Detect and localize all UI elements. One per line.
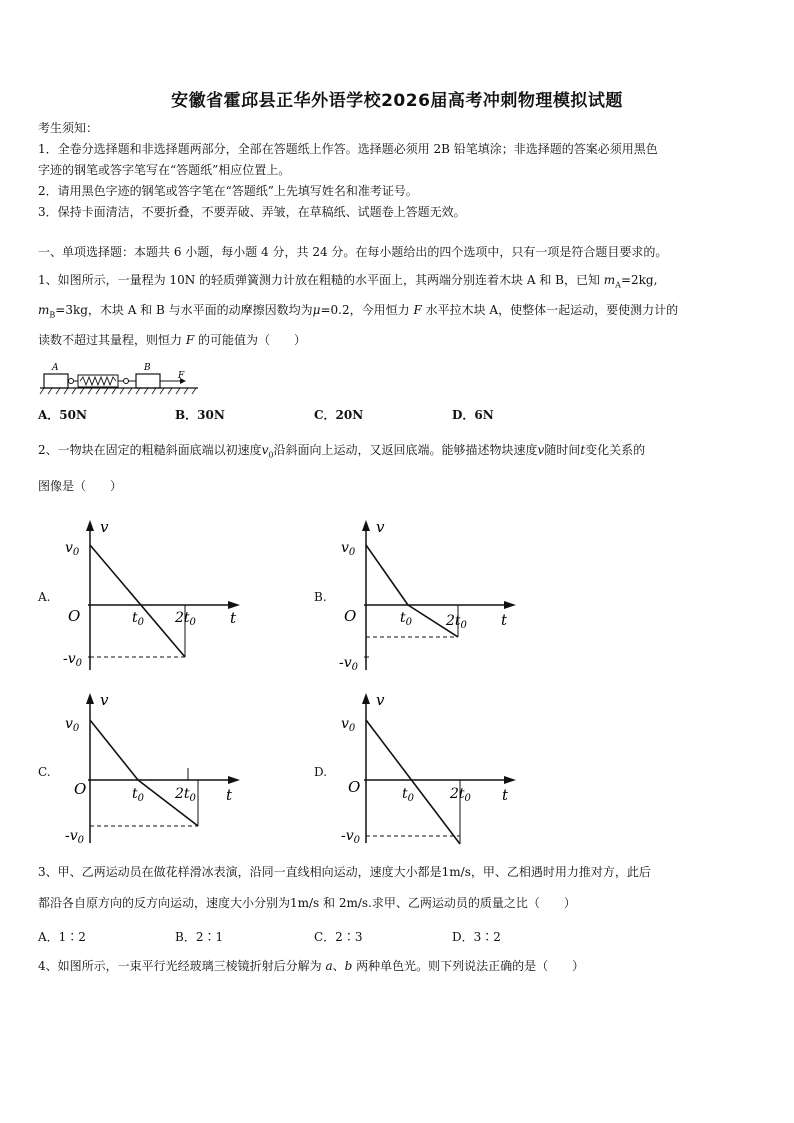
q1-option-a[interactable]: A．50N xyxy=(38,408,87,422)
q1-option-b[interactable]: B．30N xyxy=(175,408,225,422)
svg-text:-v0: $-v_0$ xyxy=(341,828,361,846)
graph-a[interactable] xyxy=(60,515,250,675)
q3-option-a[interactable]: A．1∶2 xyxy=(38,930,86,944)
q3-line-2: 都沿各自原方向的反方向运动，速度大小分别为1m/s 和 2m/s.求甲、乙两运动员的质量之比（ ） xyxy=(38,896,576,910)
q4-line-1: 4、如图所示，一束平行光经玻璃三棱镜折射后分解为 a、b 两种单色光。则下列说法正确的是（ ） xyxy=(38,959,585,973)
page-title: 安徽省霍邱县正华外语学校2026届高考冲刺物理模拟试题 xyxy=(171,91,623,111)
q1-spring-figure xyxy=(38,360,208,396)
graph-a-label[interactable]: A. xyxy=(38,590,51,604)
svg-text:v: v xyxy=(376,518,385,536)
svg-text:t0: $t_0$ xyxy=(132,610,145,628)
q3-option-c[interactable]: C．2∶3 xyxy=(314,930,363,944)
graph-d-label[interactable]: D. xyxy=(314,765,328,779)
svg-text:t: t xyxy=(226,786,233,804)
section-heading: 一、单项选择题：本题共 6 小题，每小题 4 分，共 24 分。在每小题给出的四个选项中，只有一项是符合题目要求的。 xyxy=(38,245,668,259)
svg-text:t: t xyxy=(502,786,509,804)
q1-option-c[interactable]: C．20N xyxy=(314,408,364,422)
svg-text:2t0: $2t_0$ xyxy=(446,613,467,631)
q1-option-d[interactable]: D．6N xyxy=(452,408,494,422)
svg-text:v: v xyxy=(100,691,109,709)
graph-b-label[interactable]: B. xyxy=(314,590,327,604)
label-a: A xyxy=(52,363,59,373)
svg-text:O: O xyxy=(68,607,81,625)
graph-c-label[interactable]: C. xyxy=(38,765,51,779)
notice-item-3: 3．保持卡面清洁，不要折叠，不要弄破、弄皱，在草稿纸、试题卷上答题无效。 xyxy=(38,205,466,219)
svg-text:-v0: $-v_0$ xyxy=(339,655,359,673)
svg-text:2t0: $2t_0$ xyxy=(175,610,196,628)
svg-text:v: v xyxy=(100,518,109,536)
q1-line-2: $m_B=3kg$，木块 A 和 B 与水平面的动摩擦因数均为μ=0.2，今用恒力 F 水平拉木块 A，使整体一起运动，要使测力计的 xyxy=(38,303,679,320)
svg-text:-v0: $-v_0$ xyxy=(65,828,85,846)
label-b: B xyxy=(144,363,151,373)
label-f: F xyxy=(178,371,185,381)
svg-text:O: O xyxy=(348,778,361,796)
graph-b[interactable] xyxy=(336,515,526,675)
svg-text:t0: $t_0$ xyxy=(132,786,145,804)
svg-text:-v0: $-v_0$ xyxy=(63,651,83,669)
q3-option-d[interactable]: D．3∶2 xyxy=(452,930,501,944)
svg-text:t: t xyxy=(230,609,237,627)
svg-text:O: O xyxy=(74,780,87,798)
svg-text:t0: $t_0$ xyxy=(400,610,413,628)
notice-heading: 考生须知： xyxy=(38,121,99,135)
block-a xyxy=(44,374,68,388)
svg-text:v: v xyxy=(376,691,385,709)
svg-text:v0: $v_0$ xyxy=(65,716,80,734)
notice-item-2: 2．请用黑色字迹的钢笔或答字笔在“答题纸”上先填写姓名和准考证号。 xyxy=(38,184,418,198)
q3-line-1: 3、甲、乙两运动员在做花样滑冰表演，沿同一直线相向运动，速度大小都是1m/s，甲、乙相遇时用力推对方，此后 xyxy=(38,865,651,879)
svg-text:v0: $v_0$ xyxy=(65,540,80,558)
graph-c[interactable] xyxy=(60,688,250,848)
svg-text:t0: $t_0$ xyxy=(402,786,415,804)
q2-line-2: 图像是（ ） xyxy=(38,479,123,493)
svg-text:2t0: $2t_0$ xyxy=(450,786,471,804)
notice-item-1a: 1．全卷分选择题和非选择题两部分，全部在答题纸上作答。选择题必须用 2B 铅笔填涂；非选择题的答案必须用黑色 xyxy=(38,142,658,156)
svg-text:t: t xyxy=(501,611,508,629)
svg-text:v0: $v_0$ xyxy=(341,716,356,734)
svg-text:O: O xyxy=(344,607,357,625)
svg-text:2t0: $2t_0$ xyxy=(175,786,196,804)
q3-option-b[interactable]: B．2∶1 xyxy=(175,930,224,944)
q2-line-1: 2、一物块在固定的粗糙斜面底端以初速度$v_0$沿斜面向上运动，又返回底端。能够描述物块速度v随时间t变化关系的 xyxy=(38,443,646,460)
graph-d[interactable] xyxy=(336,688,526,848)
svg-text:v0: $v_0$ xyxy=(341,540,356,558)
q1-line-3: 读数不超过其量程，则恒力 F 的可能值为（ ） xyxy=(38,333,306,347)
block-b xyxy=(136,374,160,388)
notice-item-1b: 字迹的钢笔或答字笔写在“答题纸”相应位置上。 xyxy=(38,163,291,177)
q1-line-1: 1、如图所示，一量程为 10N 的轻质弹簧测力计放在粗糙的水平面上，其两端分别连着木块 A 和 B，已知 $m_A=2kg$, xyxy=(38,273,658,290)
